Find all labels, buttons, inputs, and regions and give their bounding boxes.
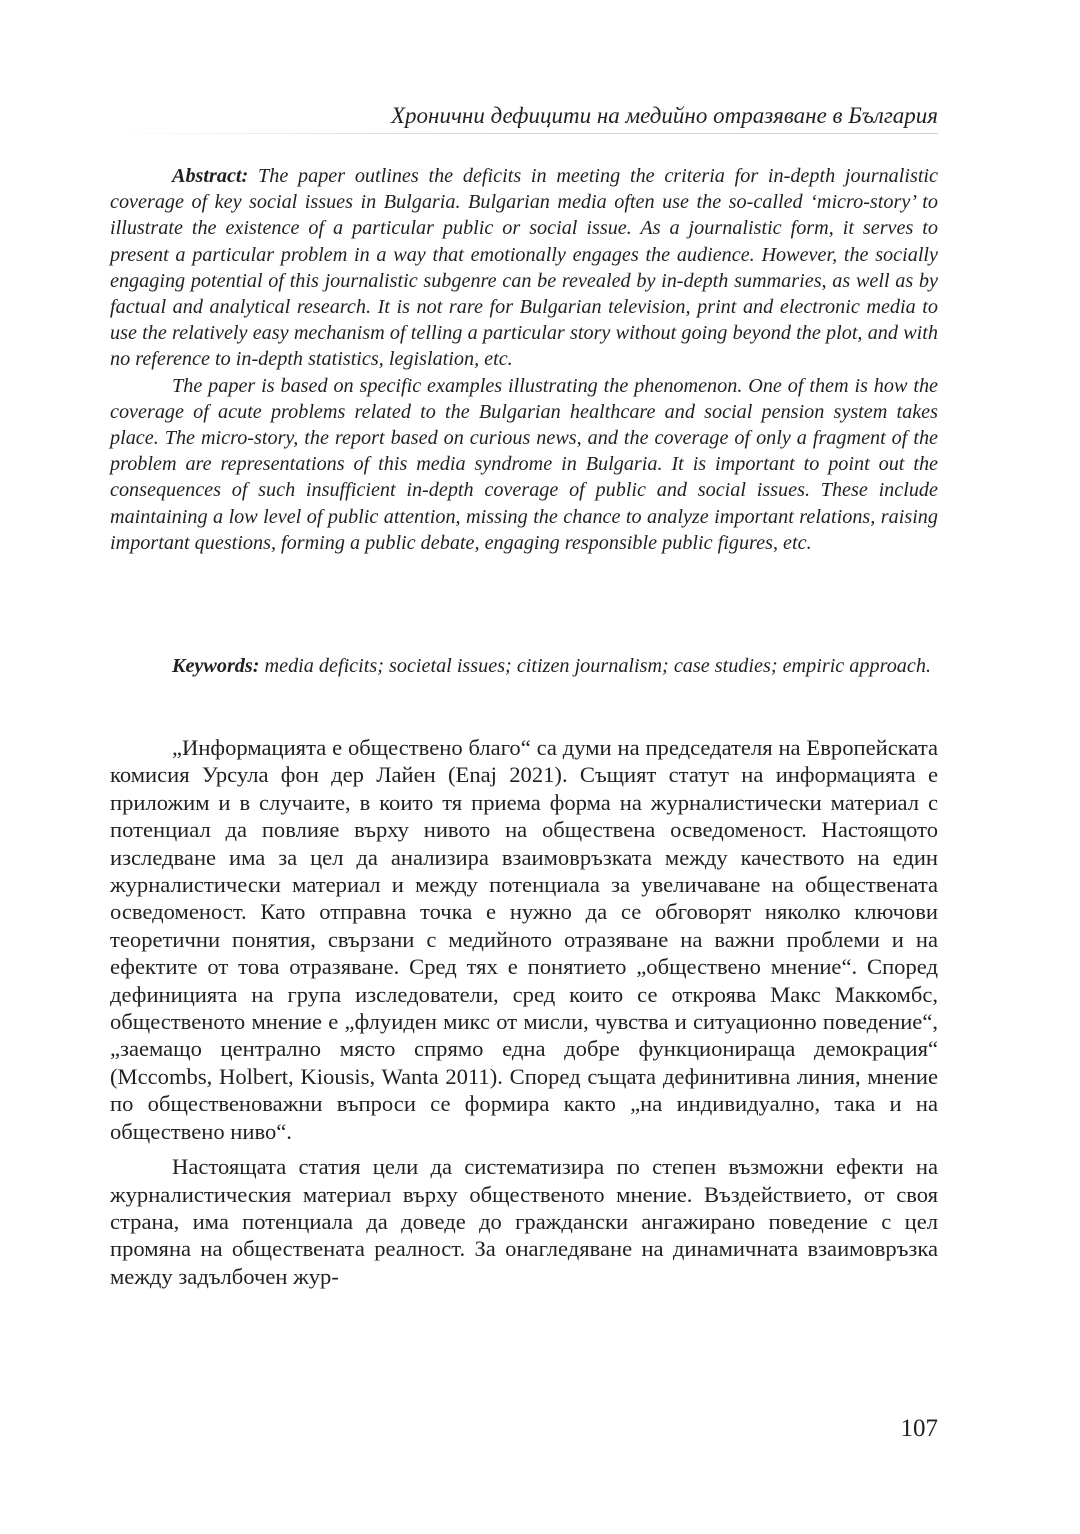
page-number: 107 xyxy=(900,1415,938,1442)
body-paragraph-1: „Информацията е обществено благо“ са думи на председателя на Европейската комисия Урсула фон дер Лайен (Enaj 2021). Същият статут на информацията е приложим и в случаите, в които тя приема форма на журналистически материал с потенциал да повлияе върху нивото на обществена осведоменост. Настоящото изследване има за цел да анализира взаимовръзката между качеството на един журналистически материал и между потенциала за увеличаване на обществената осведоменост. Като отправна точка е нужно да се обговорят няколко ключови теоретични понятия, свързани с медийното отразяване на важни проблеми и на ефектите от това отразяване. Сред тях е понятието „обществено мнение“. Според дефиницията на група изследователи, сред които се откроява Макс Маккомбс, общественото мнение е „флуиден микс от мисли, чувства и ситуационно поведение“, „заемащо централно място спрямо една добре функционираща демокрация“ (Mccombs, Holbert, Kiousis, Wanta 2011). Според същата дефинитивна линия, мнение по общественоважни въпроси се формира както „на индивидуално, така и на обществено ниво“. xyxy=(110,735,938,1144)
abstract-text-1: The paper outlines the deficits in meeting the criteria for in-depth journalistic coverage of key social issues in Bulgaria. Bulgarian media often use the so-called ‘micro-story’ to illustrate the existence of a particular public or social issue. As a journalistic form, it serves to present a particular problem in a way that emotionally engages the audience. However, the socially engaging potential of this journalistic subgenre can be revealed by in-depth summaries, as well as by factual and analytical research. It is not rare for Bulgarian television, print and electronic media to use the relatively easy mechanism of telling a particular story without going beyond the plot, and with no reference to in-depth statistics, legislation, etc. xyxy=(110,165,938,371)
abstract-paragraph-1 xyxy=(110,163,938,373)
header-rule xyxy=(110,133,938,134)
running-header: Хронични дефицити на медийно отразяване в България xyxy=(390,103,938,128)
main-body xyxy=(110,734,938,1298)
keywords-label: Keywords: xyxy=(172,655,260,677)
abstract-paragraph-2: The paper is based on specific examples illustrating the phenomenon. One of them is how the coverage of acute problems related to the Bulgarian healthcare and social pension system takes place. The micro-story, the report based on curious news, and the coverage of only a fragment of the problem are representations of this media syndrome in Bulgaria. It is important to point out the consequences of such insufficient in-depth coverage of public and social issues. These include maintaining a low level of public attention, missing the chance to analyze important relations, raising important questions, forming a public debate, engaging responsible public figures, etc. xyxy=(110,374,938,554)
keywords-paragraph xyxy=(110,653,938,679)
body-paragraph-2: Настоящата статия цели да систематизира по степен възможни ефекти на журналистическия материал върху общественото мнение. Въздействието, от своя страна, има потенциала да доведе до граждански ангажирано поведение с цел промяна на обществената реалност. За онагледяване на динамичната взаимовръзка между задълбочен жур- xyxy=(110,1154,938,1289)
keywords-section xyxy=(110,653,938,679)
abstract-label: Abstract: xyxy=(172,165,249,187)
abstract-section xyxy=(110,163,938,556)
keywords-text: media deficits; societal issues; citizen journalism; case studies; empiric approach. xyxy=(264,655,931,677)
